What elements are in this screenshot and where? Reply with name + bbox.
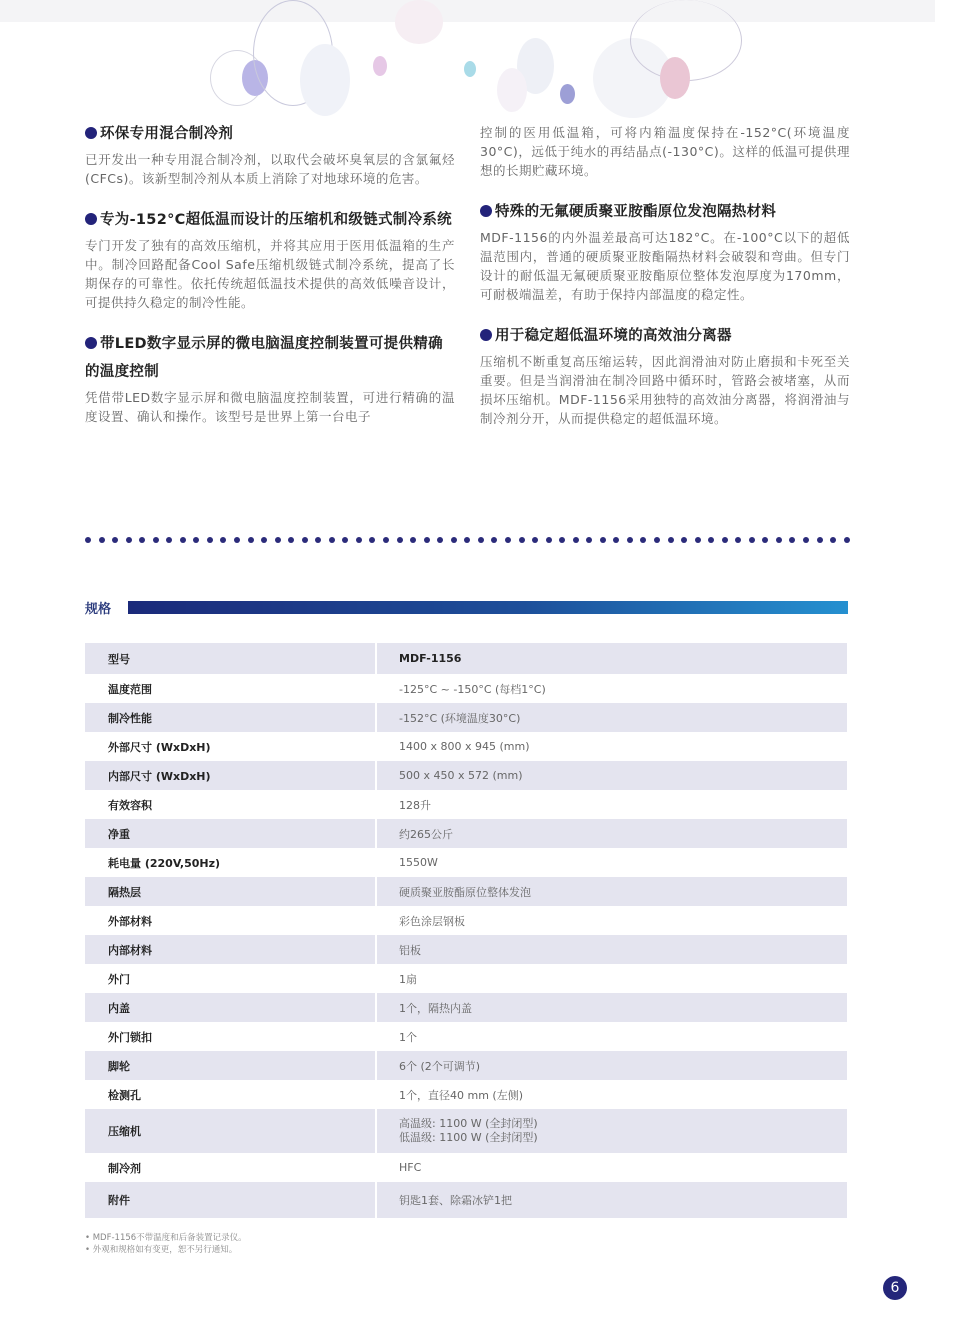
spec-key: 制冷剂 (85, 1153, 376, 1182)
divider-dot (126, 537, 132, 543)
feature-body: 压缩机不断重复高压缩运转，因此润滑油对防止磨损和卡死至关重要。但是当润滑油在制冷回路中循环时，管路会被堵塞，从而损坏压缩机。MDF-1156采用独特的高效油分离器，将润滑油与制冷剂分开，从而提供稳定的超低温环境。 (480, 354, 850, 426)
divider-dot (166, 537, 172, 543)
table-row (85, 848, 847, 877)
spec-key: 外部材料 (85, 906, 376, 935)
table-row (85, 1153, 847, 1182)
spec-key: 外部尺寸 (WxDxH) (85, 732, 376, 761)
spec-value: 1个，直径40 mm (左侧) (399, 1088, 524, 1102)
decorative-top-band (0, 0, 935, 22)
table-row (85, 674, 847, 703)
feature-body: 已开发出一种专用混合制冷剂，以取代会破坏臭氧层的含氯氟烃(CFCs)。该新型制冷剂从本质上消除了对地球环境的危害。 (85, 152, 455, 186)
divider-dot (491, 537, 497, 543)
feature-heading: 特殊的无氟硬质聚亚胺酯原位发泡隔热材料 (480, 198, 850, 226)
spec-value: HFC (399, 1161, 422, 1174)
bullet-icon (480, 205, 492, 217)
divider-dot (735, 537, 741, 543)
spec-key: 净重 (85, 819, 376, 848)
table-row (85, 703, 847, 732)
feature-section-insulation (480, 198, 850, 304)
divider-dot (302, 537, 308, 543)
divider-dot (410, 537, 416, 543)
table-row (85, 790, 847, 819)
table-row (85, 964, 847, 993)
table-row (85, 993, 847, 1022)
divider-dot (749, 537, 755, 543)
divider-dot (817, 537, 823, 543)
spec-value: -152°C (环境温度30°C) (376, 703, 847, 732)
table-row (85, 877, 847, 906)
footnote: • MDF-1156不带温度和后备装置记录仪。 (85, 1233, 247, 1243)
divider-dot (329, 537, 335, 543)
divider-dot (112, 537, 118, 543)
dotted-divider (85, 535, 850, 545)
bullet-icon (85, 127, 97, 139)
divider-dot (681, 537, 687, 543)
divider-dot (722, 537, 728, 543)
specs-table (85, 643, 847, 1218)
spec-key: 温度范围 (85, 674, 376, 703)
table-row (85, 732, 847, 761)
spec-value: 硬质聚亚胺酯原位整体发泡 (376, 877, 847, 906)
decor-circle-pink (373, 56, 387, 76)
spec-value-line: 高温级: 1100 W (全封闭型) (399, 1117, 538, 1130)
divider-dot (830, 537, 836, 543)
spec-value: MDF-1156 (376, 643, 847, 674)
specs-title-bar (128, 601, 848, 614)
feature-body: 专门开发了独有的高效压缩机，并将其应用于医用低温箱的生产中。制冷回路配备Cool Safe压缩机级链式制冷系统，提高了长期保存的可靠性。依托传统超低温技术提供的高效低噪音设计，可提供持久稳定的制冷性能。 (85, 238, 455, 310)
divider-dot (180, 537, 186, 543)
divider-dot (464, 537, 470, 543)
feature-body-continued: 控制的医用低温箱，可将内箱温度保持在-152°C(环境温度30°C)，远低于纯水的再结晶点(-130°C)。这样的低温可提供理想的长期贮藏环境。 (480, 125, 850, 178)
feature-body: 凭借带LED数字显示屏和微电脑温度控制装置，可进行精确的温度设置、确认和操作。该型号是世界上第一台电子 (85, 390, 455, 424)
divider-dot (668, 537, 674, 543)
divider-dot (532, 537, 538, 543)
divider-dot (248, 537, 254, 543)
bullet-icon (85, 337, 97, 349)
divider-dot (613, 537, 619, 543)
decor-circle-cyan (464, 61, 476, 77)
divider-dot (762, 537, 768, 543)
divider-dot (193, 537, 199, 543)
spec-key: 内部材料 (85, 935, 376, 964)
footnotes (85, 1232, 247, 1256)
divider-dot (627, 537, 633, 543)
feature-section-led-control (85, 330, 455, 426)
divider-dot (844, 537, 850, 543)
divider-dot (207, 537, 213, 543)
table-row (85, 935, 847, 964)
feature-section-compressor (85, 206, 455, 312)
feature-section-refrigerant (85, 120, 455, 188)
divider-dot (654, 537, 660, 543)
divider-dot (85, 537, 91, 543)
decor-circle-pale-pink (497, 68, 527, 112)
divider-dot (695, 537, 701, 543)
spec-value: 约265公斤 (376, 819, 847, 848)
divider-dot (451, 537, 457, 543)
spec-key: 内部尺寸 (WxDxH) (85, 761, 376, 790)
decor-circle-pale-blue (300, 44, 350, 116)
divider-dot (234, 537, 240, 543)
divider-dot (261, 537, 267, 543)
spec-value: 500 x 450 x 572 (mm) (376, 761, 847, 790)
divider-dot (586, 537, 592, 543)
page-number-badge: 6 (883, 1276, 907, 1300)
spec-key: 有效容积 (85, 790, 376, 819)
spec-key: 耗电量 (220V,50Hz) (85, 848, 376, 877)
bullet-icon (480, 329, 492, 341)
divider-dot (424, 537, 430, 543)
spec-value: 彩色涂层钢板 (399, 914, 465, 928)
divider-dot (519, 537, 525, 543)
table-row (85, 1182, 847, 1218)
spec-key: 附件 (85, 1182, 376, 1218)
divider-dot (153, 537, 159, 543)
footnote: • 外观和规格如有变更，恕不另行通知。 (85, 1245, 238, 1255)
spec-key: 隔热层 (85, 877, 376, 906)
divider-dot (369, 537, 375, 543)
table-row (85, 1109, 847, 1153)
table-row (85, 819, 847, 848)
spec-value: 1400 x 800 x 945 (mm) (399, 740, 530, 753)
feature-continuation (480, 123, 850, 180)
spec-key: 内盖 (85, 993, 376, 1022)
spec-key: 压缩机 (85, 1109, 376, 1153)
divider-dot (220, 537, 226, 543)
divider-dot (600, 537, 606, 543)
divider-dot (640, 537, 646, 543)
divider-dot (789, 537, 795, 543)
spec-value: -125°C ~ -150°C (每档1°C) (399, 682, 546, 696)
divider-dot (573, 537, 579, 543)
feature-heading: 环保专用混合制冷剂 (85, 120, 455, 148)
specs-header-row (85, 643, 847, 674)
table-row (85, 1022, 847, 1051)
table-row (85, 906, 847, 935)
bullet-icon (85, 213, 97, 225)
spec-value: 1550W (399, 856, 438, 869)
divider-dot (383, 537, 389, 543)
table-row (85, 1080, 847, 1109)
divider-dot (546, 537, 552, 543)
feature-heading: 专为-152°C超低温而设计的压缩机和级链式制冷系统 (85, 206, 455, 234)
spec-value: 1个，隔热内盖 (376, 993, 847, 1022)
table-row (85, 761, 847, 790)
table-row (85, 1051, 847, 1080)
divider-dot (288, 537, 294, 543)
divider-dot (397, 537, 403, 543)
divider-dot (342, 537, 348, 543)
feature-heading: 带LED数字显示屏的微电脑温度控制装置可提供精确的温度控制 (85, 336, 443, 380)
spec-value: 6个 (2个可调节) (376, 1051, 847, 1080)
divider-dot (559, 537, 565, 543)
divider-dot (437, 537, 443, 543)
divider-dot (505, 537, 511, 543)
spec-value: 1扇 (399, 972, 417, 986)
divider-dot (139, 537, 145, 543)
decor-circle-rose (660, 57, 690, 99)
specs-title: 规格 (85, 602, 112, 617)
spec-value: 铝板 (376, 935, 847, 964)
divider-dot (708, 537, 714, 543)
spec-key: 型号 (85, 643, 376, 674)
spec-key: 外门锁扣 (85, 1022, 376, 1051)
divider-dot (356, 537, 362, 543)
right-column (480, 120, 850, 446)
feature-section-oil-separator (480, 322, 850, 428)
spec-value-line: 低温级: 1100 W (全封闭型) (399, 1131, 538, 1144)
left-column (85, 120, 455, 444)
feature-body: MDF-1156的内外温差最高可达182°C。在-100°C以下的超低温范围内，普通的硬质聚亚胺酯隔热材料会破裂和弯曲。但专门设计的耐低温无氟硬质聚亚胺酯原位整体发泡厚度为170mm，可耐极端温差，有助于保持内部温度的稳定性。 (480, 230, 850, 302)
spec-key: 检测孔 (85, 1080, 376, 1109)
spec-value (376, 1109, 847, 1153)
divider-dot (99, 537, 105, 543)
decor-circle-pink-top (395, 0, 443, 44)
spec-value: 128升 (399, 798, 431, 812)
feature-heading: 用于稳定超低温环境的高效油分离器 (480, 322, 850, 350)
divider-dot (275, 537, 281, 543)
spec-value: 钥匙1套、除霜冰铲1把 (376, 1182, 847, 1218)
divider-dot (803, 537, 809, 543)
spec-key: 外门 (85, 964, 376, 993)
spec-key: 脚轮 (85, 1051, 376, 1080)
spec-key: 制冷性能 (85, 703, 376, 732)
divider-dot (478, 537, 484, 543)
spec-value: 1个 (399, 1030, 417, 1044)
divider-dot (315, 537, 321, 543)
decor-circle-navy (560, 84, 575, 104)
divider-dot (776, 537, 782, 543)
